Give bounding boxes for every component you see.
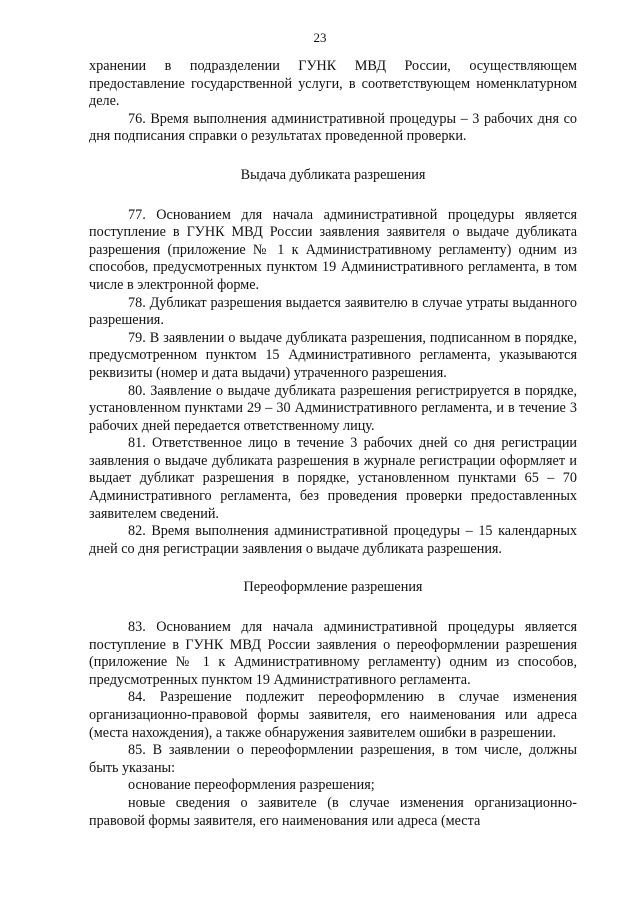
paragraph-78: 78. Дубликат разрешения выдается заявителю в случае утраты выданного разрешения. bbox=[89, 294, 577, 329]
section-heading-reissue: Переоформление разрешения bbox=[243, 579, 423, 596]
paragraph-continuation: хранении в подразделении ГУНК МВД России, осуществляющем предоставление государственной услуги, в соответствующем номенклатурном деле. bbox=[89, 58, 577, 110]
list-item-basis: основание переоформления разрешения; bbox=[128, 777, 375, 794]
page-number: 23 bbox=[313, 30, 327, 45]
paragraph-83: 83. Основанием для начала административной процедуры является поступление в ГУНК МВД России заявления о переоформлении разрешения (приложение № 1 к Административному регламенту) одним из способов, предусмотренных пунктом 19 Административного регламента. bbox=[89, 619, 577, 688]
paragraph-81: 81. Ответственное лицо в течение 3 рабочих дней со дня регистрации заявления о выдаче дубликата разрешения в журнале регистрации оформляет и выдает дубликат разрешения в порядке, установленном пунктами 65 – 70 Административного регламента, без проведения проверки предоставленных заявителем сведений. bbox=[89, 435, 577, 522]
paragraph-82: 82. Время выполнения административной процедуры – 15 календарных дней со дня регистрации заявления о выдаче дубликата разрешения. bbox=[89, 523, 577, 557]
document-body bbox=[89, 58, 577, 830]
paragraph-77: 77. Основанием для начала административной процедуры является поступление в ГУНК МВД России заявления заявителя о выдаче дубликата разрешения (приложение № 1 к Административному регламенту) одним из способов, предусмотренных пунктом 19 Административного регламента, в том числе в электронной форме. bbox=[89, 206, 577, 293]
list-item-new-info: новые сведения о заявителе (в случае изменения организационно-правовой формы заявителя, его наименования или адреса (места bbox=[89, 794, 577, 829]
paragraph-80: 80. Заявление о выдаче дубликата разрешения регистрируется в порядке, установленном пунктами 29 – 30 Административного регламента, и в течение 3 рабочих дней передается ответственному лицу. bbox=[89, 382, 577, 434]
paragraph-85: 85. В заявлении о переоформлении разрешения, в том числе, должны быть указаны: bbox=[89, 742, 577, 776]
paragraph-76: 76. Время выполнения административной процедуры – 3 рабочих дня со дня подписания справки о результатах проведенной проверки. bbox=[89, 110, 577, 145]
section-heading-duplicate: Выдача дубликата разрешения bbox=[240, 166, 426, 183]
paragraph-79: 79. В заявлении о выдаче дубликата разрешения, подписанном в порядке, предусмотренном пунктом 15 Административного регламента, указываются реквизиты (номер и дата выдачи) утраченного разрешения. bbox=[89, 329, 577, 381]
paragraph-84: 84. Разрешение подлежит переоформлению в случае изменения организационно-правовой формы заявителя, его наименования или адреса (места нахождения), а также обнаружения заявителем ошибки в разрешении. bbox=[89, 689, 577, 741]
